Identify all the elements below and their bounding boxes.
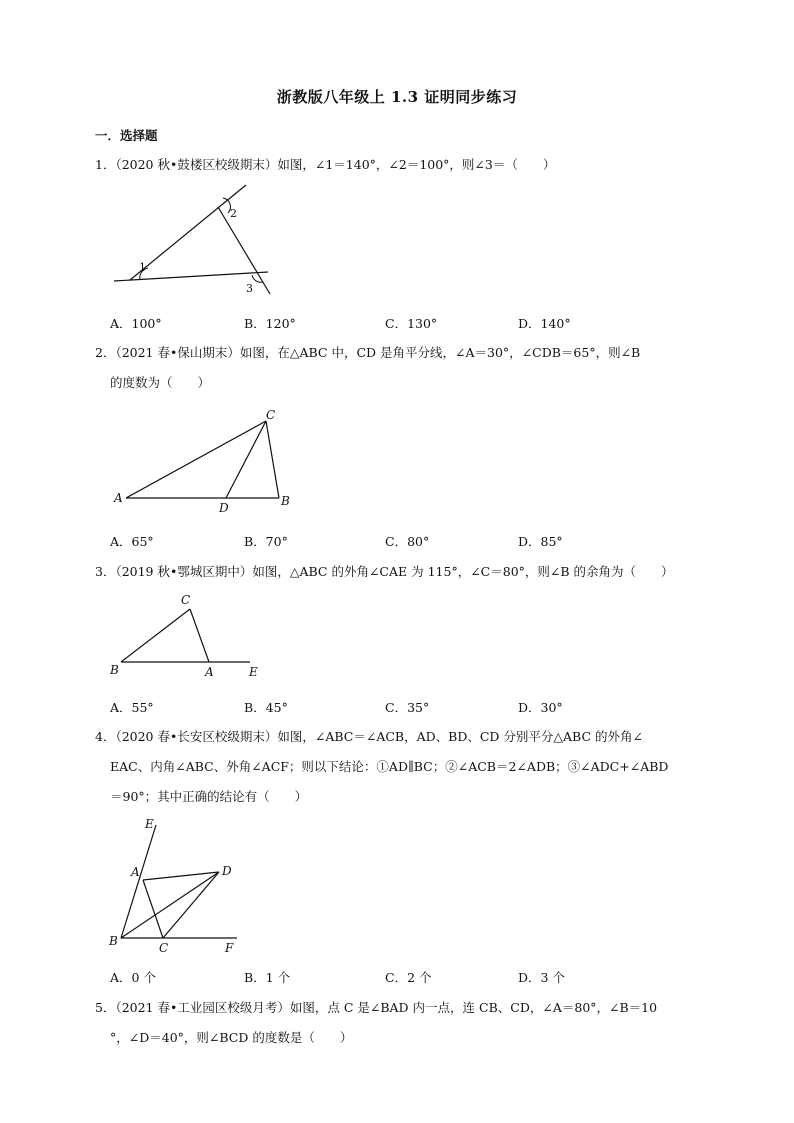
q4-option-a: A．0 个 — [110, 970, 156, 985]
angle-label-1: 1 — [139, 261, 146, 274]
question-2-text-line1: 2．（2021 春•保山期末）如图，在△ABC 中，CD 是角平分线，∠A＝30°，∠CDB＝65°，则∠B — [95, 345, 641, 360]
q1-option-c: C．130° — [385, 316, 438, 331]
question-2-text-line2: 的度数为（ ） — [110, 375, 211, 390]
q2-option-a: A．65° — [110, 534, 154, 549]
q2-option-d: D．85° — [518, 534, 563, 549]
point-label-a: A — [114, 491, 123, 505]
question-3-figure — [105, 588, 275, 683]
question-1-text: 1．（2020 秋•鼓楼区校级期末）如图，∠1＝140°，∠2＝100°，则∠3＝（ ） — [95, 157, 556, 172]
question-2-figure — [105, 405, 305, 517]
point-label-c: C — [266, 408, 276, 422]
q3-option-a: A．55° — [110, 700, 154, 715]
question-4-figure — [105, 815, 275, 960]
q1-option-b: B．120° — [244, 316, 296, 331]
angle-label-3: 3 — [246, 282, 253, 295]
question-1-figure — [100, 180, 300, 300]
point-label-b: B — [110, 663, 119, 677]
q3-option-d: D．30° — [518, 700, 563, 715]
question-5-text-line2: °，∠D＝40°，则∠BCD 的度数是（ ） — [110, 1030, 353, 1045]
q3-option-b: B．45° — [244, 700, 288, 715]
point-label-a: A — [205, 665, 214, 679]
point-label-d: D — [219, 501, 229, 515]
point-label-c: C — [159, 941, 169, 955]
angle-label-2: 2 — [230, 207, 237, 220]
question-3-text: 3．（2019 秋•鄂城区期中）如图，△ABC 的外角∠CAE 为 115°，∠C＝80°，则∠B 的余角为（ ） — [95, 564, 674, 579]
q2-option-b: B．70° — [244, 534, 288, 549]
point-label-e: E — [145, 817, 154, 831]
question-4-text-line3: ＝90°；其中正确的结论有（ ） — [110, 789, 308, 804]
point-label-b: B — [109, 934, 118, 948]
point-label-e: E — [249, 665, 258, 679]
q2-option-c: C．80° — [385, 534, 430, 549]
question-5-text-line1: 5．（2021 春•工业园区校级月考）如图，点 C 是∠BAD 内一点，连 CB、CD，∠A＝80°，∠B＝10 — [95, 1000, 658, 1015]
section-heading: 一．选择题 — [95, 128, 158, 143]
q4-option-c: C．2 个 — [385, 970, 432, 985]
q4-option-d: D．3 个 — [518, 970, 565, 985]
point-label-f: F — [225, 941, 234, 955]
question-4-text-line1: 4．（2020 春•长安区校级期末）如图，∠ABC＝∠ACB，AD、BD、CD 分别平分△ABC 的外角∠ — [95, 729, 643, 744]
point-label-d: D — [222, 864, 232, 878]
point-label-c: C — [181, 593, 191, 607]
q4-option-b: B．1 个 — [244, 970, 291, 985]
point-label-b: B — [281, 494, 290, 508]
q1-option-a: A．100° — [110, 316, 162, 331]
q1-option-d: D．140° — [518, 316, 571, 331]
point-label-a: A — [131, 865, 140, 879]
question-4-text-line2: EAC、内角∠ABC、外角∠ACF；则以下结论：①AD∥BC；②∠ACB＝2∠ADB；③∠ADC+∠ABD — [110, 759, 669, 774]
q3-option-c: C．35° — [385, 700, 430, 715]
page-title: 浙教版八年级上 1.3 证明同步练习 — [276, 88, 518, 106]
